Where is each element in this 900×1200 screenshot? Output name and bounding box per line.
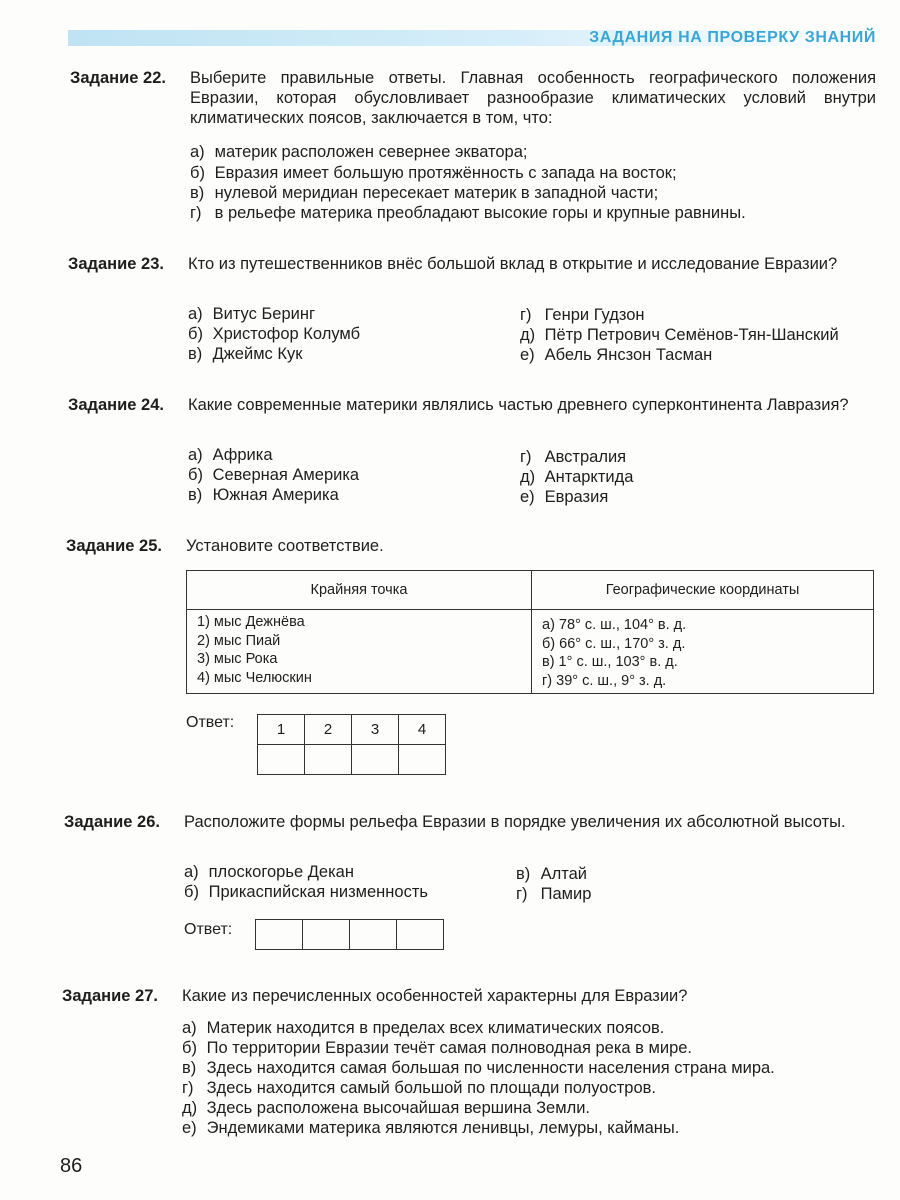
answer-header-2: 2 <box>305 715 352 745</box>
task-27-option-d: г) Здесь находится самый большой по площади полуостров. <box>182 1079 656 1097</box>
answer-cell-2[interactable] <box>303 920 350 950</box>
coord-b: б) 66° с. ш., 170° з. д. <box>542 635 686 652</box>
extreme-points-cell <box>187 610 532 694</box>
task-23 <box>68 254 876 364</box>
point-4: 4) мыс Челюскин <box>197 669 312 686</box>
task-24-option-d: г) Австралия <box>520 448 627 466</box>
answer-cell-4[interactable] <box>399 745 446 775</box>
task-26-option-a: а) плоскогорье Декан <box>184 863 354 881</box>
task-23-option-f: е) Абель Янсзон Тасман <box>520 346 713 364</box>
task-22-option-d: г) в рельефе материка преобладают высокие горы и крупные равнины. <box>190 204 746 222</box>
table-header-extreme-point: Крайняя точка <box>187 571 532 610</box>
table-header-coordinates: Географические координаты <box>532 571 874 610</box>
coord-c: в) 1° с. ш., 103° в. д. <box>542 654 678 670</box>
task-23-option-b: б) Христофор Колумб <box>188 325 361 343</box>
page-number: 86 <box>60 1155 83 1177</box>
section-title: ЗАДАНИЯ НА ПРОВЕРКУ ЗНАНИЙ <box>589 29 876 46</box>
task-26-question: Расположите формы рельефа Евразии в порядке увеличения их абсолютной высоты. <box>184 813 846 831</box>
task-27 <box>62 986 876 1146</box>
task-27-option-f: е) Эндемиками материка являются ленивцы, лемуры, кайманы. <box>182 1119 680 1137</box>
task-22-label: Задание 22. <box>70 69 166 87</box>
task-22-question: Выберите правильные ответы. Главная особенность географического положения Евразии, которая обусловливает разнообразие климатических условий внутри климатических поясов, заключается в том, что: <box>190 69 876 127</box>
task-27-question: Какие из перечисленных особенностей характерны для Евразии? <box>182 987 688 1005</box>
answer-header-3: 3 <box>352 715 399 745</box>
task-23-question: Кто из путешественников внёс большой вклад в открытие и исследование Евразии? <box>188 255 838 273</box>
task-24-option-a: а) Африка <box>188 446 273 464</box>
coord-a: а) 78° с. ш., 104° в. д. <box>542 617 687 633</box>
task-26-answer-grid <box>255 919 444 950</box>
task-25 <box>66 536 876 560</box>
task-26-option-b: б) Прикаспийская низменность <box>184 883 428 901</box>
task-27-option-b: б) По территории Евразии течёт самая полноводная река в мире. <box>182 1039 693 1057</box>
task-26-label: Задание 26. <box>64 813 160 831</box>
answer-cell-4[interactable] <box>397 920 444 950</box>
task-24 <box>68 395 876 505</box>
task-26-option-d: г) Памир <box>516 885 592 903</box>
point-1: 1) мыс Дежнёва <box>197 614 305 630</box>
task-24-option-f: е) Евразия <box>520 488 609 506</box>
task-27-label: Задание 27. <box>62 987 158 1005</box>
coord-d: г) 39° с. ш., 9° з. д. <box>542 672 667 689</box>
answer-header-4: 4 <box>399 715 446 745</box>
answer-header-1: 1 <box>258 715 305 745</box>
task-26 <box>64 812 870 912</box>
point-3: 3) мыс Рока <box>197 651 278 667</box>
task-22-option-b: б) Евразия имеет большую протяжённость с запада на восток; <box>190 164 677 182</box>
answer-cell-3[interactable] <box>352 745 399 775</box>
answer-cell-2[interactable] <box>305 745 352 775</box>
task-24-question: Какие современные материки являлись частью древнего суперконтинента Лавразия? <box>188 396 849 414</box>
task-22-option-a: а) материк расположен севернее экватора; <box>190 143 528 161</box>
task-22 <box>70 68 876 228</box>
task-27-option-a: а) Материк находится в пределах всех климатических поясов. <box>182 1019 665 1037</box>
task-23-option-e: д) Пётр Петрович Семёнов-Тян-Шанский <box>520 326 839 344</box>
task-24-label: Задание 24. <box>68 396 164 414</box>
task-23-option-c: в) Джеймс Кук <box>188 345 303 363</box>
task-25-question: Установите соответствие. <box>186 537 384 555</box>
answer-cell-1[interactable] <box>256 920 303 950</box>
task-24-option-b: б) Северная Америка <box>188 466 360 484</box>
task-25-label: Задание 25. <box>66 537 162 555</box>
task-25-answer-grid <box>257 714 446 775</box>
answer-cell-3[interactable] <box>350 920 397 950</box>
task-27-option-c: в) Здесь находится самая большая по численности населения страна мира. <box>182 1059 775 1077</box>
task-23-option-d: г) Генри Гудзон <box>520 306 645 324</box>
task-22-option-c: в) нулевой меридиан пересекает материк в западной части; <box>190 184 659 202</box>
point-2: 2) мыс Пиай <box>197 632 281 649</box>
task-23-label: Задание 23. <box>68 255 164 273</box>
coordinates-cell <box>532 610 874 694</box>
answer-cell-1[interactable] <box>258 745 305 775</box>
task-27-option-e: д) Здесь расположена высочайшая вершина Земли. <box>182 1099 591 1117</box>
task-25-answer-label: Ответ: <box>186 714 235 731</box>
task-26-option-c: в) Алтай <box>516 865 587 883</box>
task-24-option-e: д) Антарктида <box>520 468 634 486</box>
task-24-option-c: в) Южная Америка <box>188 486 339 504</box>
task-23-option-a: а) Витус Беринг <box>188 305 315 323</box>
matching-table <box>186 570 874 694</box>
task-26-answer-label: Ответ: <box>184 921 233 938</box>
